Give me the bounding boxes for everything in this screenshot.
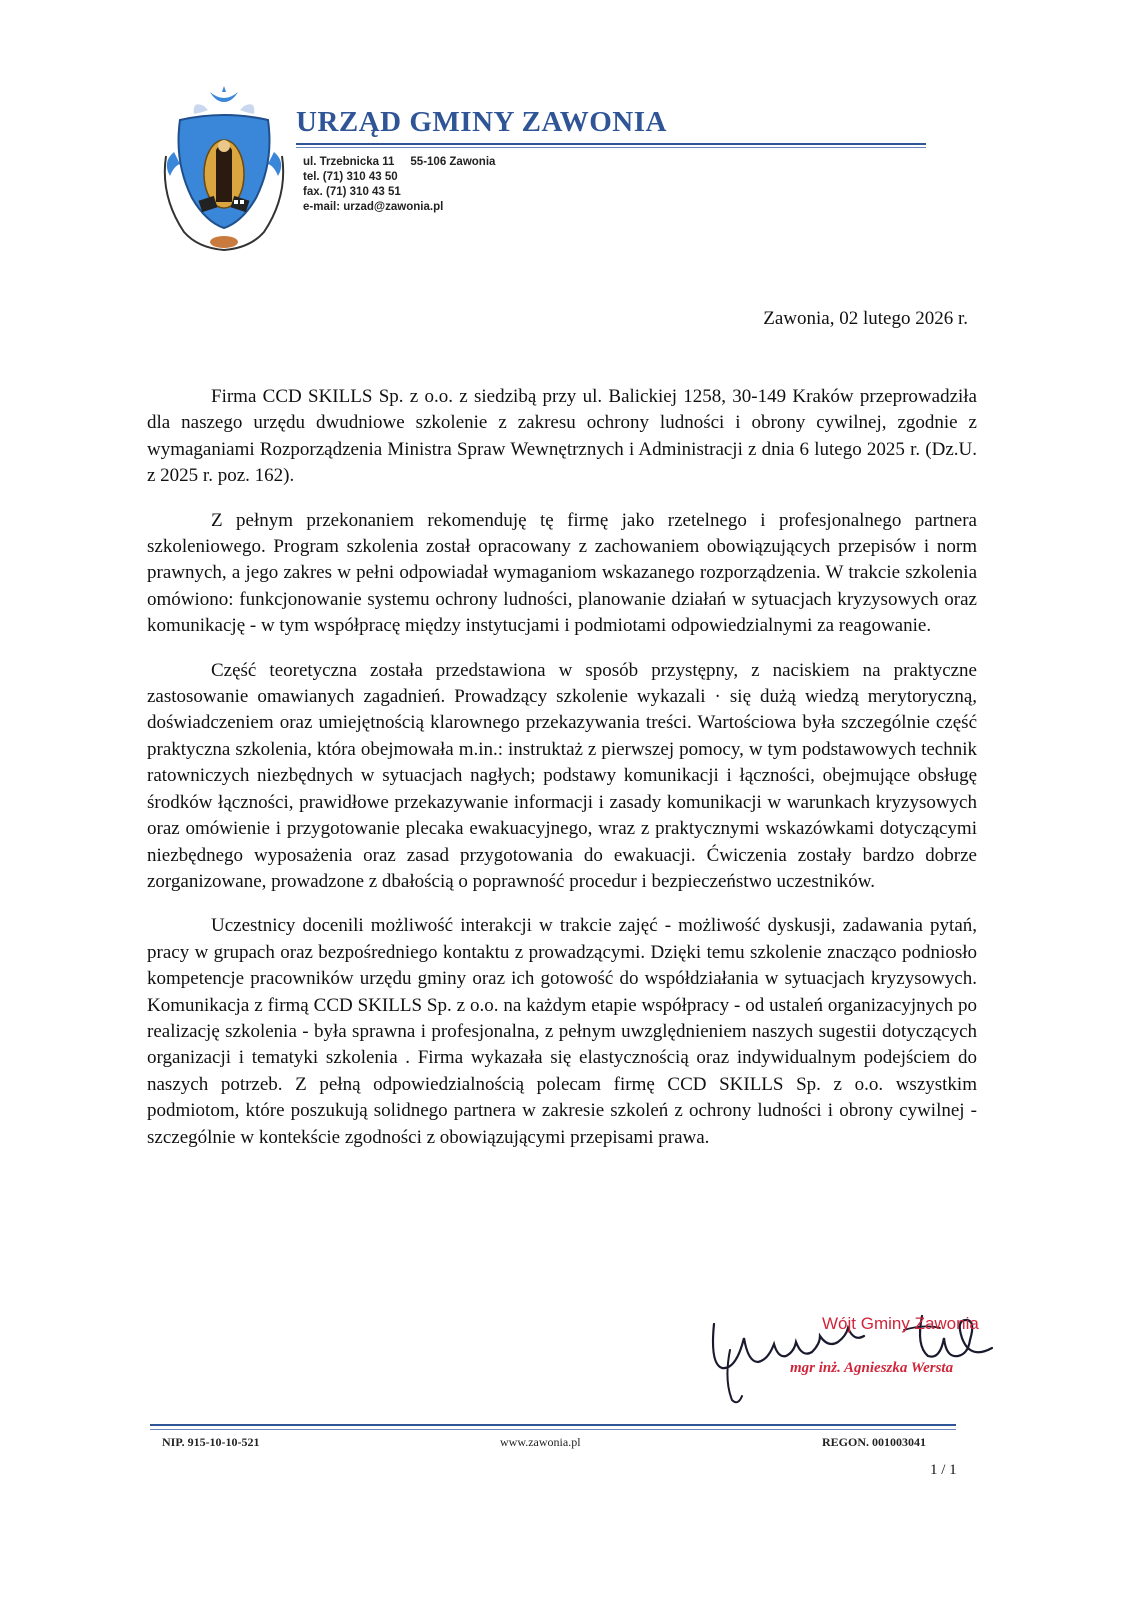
letter-body <box>147 384 977 1169</box>
paragraph-1: Firma CCD SKILLS Sp. z o.o. z siedzibą przy ul. Balickiej 1258, 30-149 Kraków przeprowadziła dla naszego urzędu dwudniowe szkolenie z zakresu ochrony ludności i obrony cywilnej, zgodnie z wymaganiami Rozporządzenia Ministra Spraw Wewnętrznych i Administracji z dnia 6 lutego 2025 r. (Dz.U. z 2025 r. poz. 162). <box>147 386 977 487</box>
org-name: URZĄD GMINY ZAWONIA <box>296 106 667 138</box>
paragraph-4: Uczestnicy docenili możliwość interakcji w trakcie zajęć - możliwość dyskusji, zadawania pytań, pracy w grupach oraz bezpośredniego kontaktu z prowadzącymi. Dzięki temu szkolenie znacząco podniosło kompetencje pracowników urzędu gminy oraz ich gotowość do współdziałania w sytuacjach kryzysowych. Komunikacja z firmą CCD SKILLS Sp. z o.o. na każdym etapie współpracy - od ustaleń organizacyjnych po realizację szkolenia - była sprawna i profesjonalna, z pełnym uwzględnieniem naszych sugestii dotyczących organizacji i tematyki szkolenia . Firma wykazała się elastycznością oraz indywidualnym podejściem do naszych potrzeb. Z pełną odpowiedzialnością polecam firmę CCD SKILLS Sp. z o.o. wszystkim podmiotom, które poszukują solidnego partnera w zakresie szkoleń z ochrony ludności i obrony cywilnej - szczególnie w kontekście zgodności z obowiązującymi przepisami prawa. <box>147 915 977 1148</box>
phone-line: tel. (71) 310 43 50 <box>303 171 398 183</box>
page-number: 1 / 1 <box>930 1462 957 1478</box>
contact-block <box>303 155 495 215</box>
footer-divider-thin <box>150 1429 956 1430</box>
letter-date: Zawonia, 02 lutego 2026 r. <box>763 308 968 329</box>
email-line: e-mail: urzad@zawonia.pl <box>303 201 444 213</box>
footer-divider <box>150 1424 956 1426</box>
paragraph-2: Z pełnym przekonaniem rekomenduję tę firmę jako rzetelnego i profesjonalnego partnera szkoleniowego. Program szkolenia został opracowany z zachowaniem obowiązujących przepisów i norm prawnych, a jego zakres w pełni odpowiadał wymaganiom wskazanego rozporządzenia. W trakcie szkolenia omówiono: funkcjonowanie systemu ochrony ludności, planowanie działań w sytuacjach kryzysowych oraz komunikację - w tym współpracę między instytucjami i podmiotami odpowiedzialnymi za reagowanie. <box>147 509 977 637</box>
header-divider <box>296 143 926 145</box>
stamp-name: mgr inż. Agnieszka Wersta <box>790 1360 954 1376</box>
footer-regon: REGON. 001003041 <box>822 1435 927 1449</box>
footer-nip: NIP. 915-10-10-521 <box>162 1435 260 1449</box>
address-street: ul. Trzebnicka 11 <box>303 156 395 168</box>
footer-website: www.zawonia.pl <box>500 1435 581 1449</box>
fax-line: fax. (71) 310 43 51 <box>303 186 401 198</box>
stamp-title: Wójt Gminy Zawonia <box>822 1314 979 1333</box>
paragraph-3: Część teoretyczna została przedstawiona w sposób przystępny, z naciskiem na praktyczne zastosowanie omawianych zagadnień. Prowadzący szkolenie wykazali · się dużą wiedzą merytoryczną, doświadczeniem oraz umiejętnością klarownego przekazywania treści. Wartościowa była szczególnie część praktyczna szkolenia, która obejmowała m.in.: instruktaż z pierwszej pomocy, w tym podstawowych technik ratowniczych niezbędnych w sytuacjach nagłych; podstawy komunikacji i łączności, obejmujące obsługę środków łączności, prawidłowe przekazywanie informacji i zasady komunikacji w warunkach kryzysowych oraz omówienie i przygotowanie plecaka ewakuacyjnego, wraz z praktycznymi wskazówkami dotyczącymi niezbędnego wyposażenia oraz zasad przygotowania do ewakuacji. Ćwiczenia zostały bardzo dobrze zorganizowane, prowadzone z dbałością o poprawność procedur i bezpieczeństwo uczestników. <box>147 659 977 892</box>
address-city: 55-106 Zawonia <box>410 156 496 168</box>
address-line <box>303 155 495 170</box>
header-divider-thin <box>296 147 926 148</box>
coat-of-arms-icon <box>160 86 288 256</box>
